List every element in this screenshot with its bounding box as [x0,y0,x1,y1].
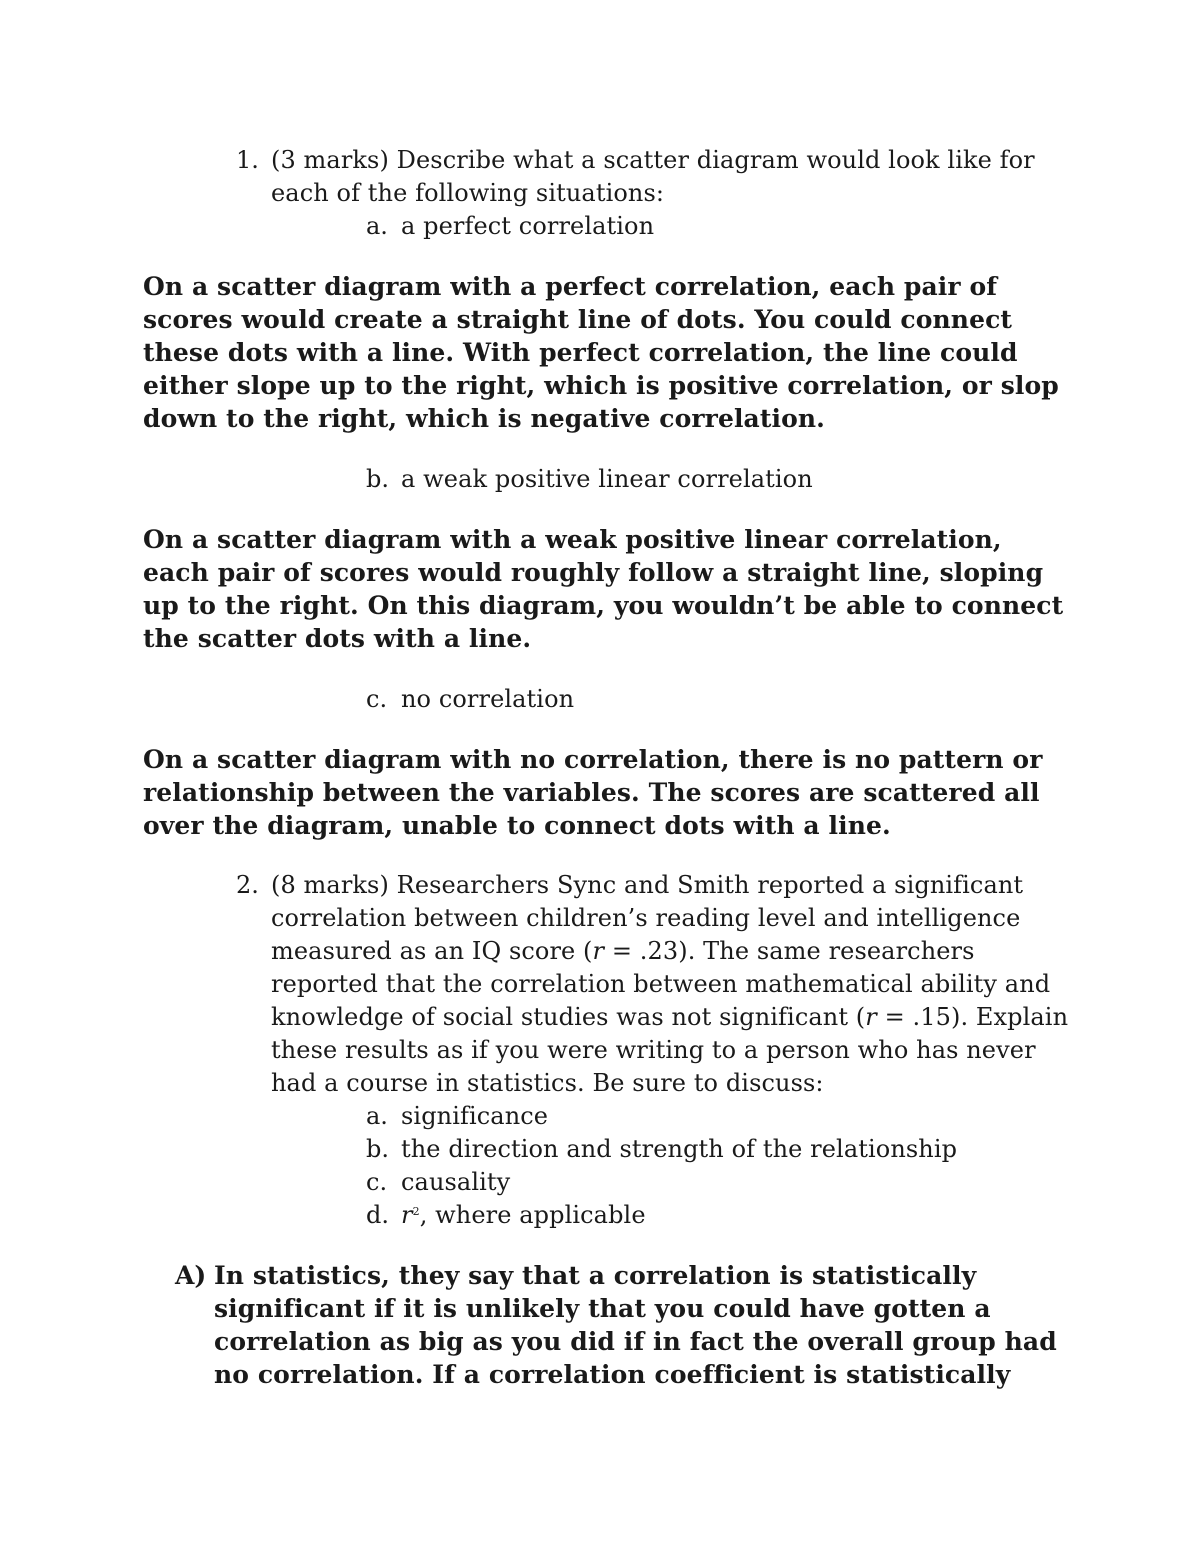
question-2-text-line-6: these results as if you were writing to a person who has never [271,1036,1036,1064]
question-2-text-line-2: correlation between children’s reading level and intelligence [271,904,1021,932]
question-1-text-line-2: each of the following situations: [271,179,665,207]
answer-b-line-1: On a scatter diagram with a weak positive linear correlation, [143,525,1002,554]
answer-2-marker: A) [175,1261,207,1290]
question-2-text-line-4: reported that the correlation between mathematical ability and [271,970,1051,998]
question-2-item-c-marker: c. [366,1168,388,1196]
question-2-item-b-marker: b. [366,1135,389,1163]
answer-a-line-3: these dots with a line. With perfect correlation, the line could [143,338,1018,367]
question-2-text-line-1: (8 marks) Researchers Sync and Smith reported a significant [271,871,1024,899]
question-2-line-3-after: = .23). The same researchers [604,937,975,965]
question-1-part-a-text: a perfect correlation [401,212,655,240]
answer-c-line-1: On a scatter diagram with no correlation, there is no pattern or [143,745,1043,774]
superscript-2: 2 [412,1205,420,1218]
r-symbol: r [592,937,605,965]
answer-c-line-3: over the diagram, unable to connect dots with a line. [143,811,891,840]
question-2-item-a-marker: a. [366,1102,388,1130]
answer-b-line-2: each pair of scores would roughly follow a straight line, sloping [143,558,1044,587]
answer-2-line-1: In statistics, they say that a correlation is statistically [214,1261,977,1290]
answer-2-line-4: no correlation. If a correlation coefficient is statistically [214,1360,1011,1389]
question-2-line-3-before: measured as an IQ score ( [271,937,593,965]
answer-b-line-3: up to the right. On this diagram, you wouldn’t be able to connect [143,591,1064,620]
question-2-item-d-text [401,1199,646,1232]
question-2-text-line-5 [271,1001,1068,1034]
question-2-item-c-text: causality [401,1168,511,1196]
answer-a-line-4: either slope up to the right, which is positive correlation, or slop [143,371,1059,400]
r-symbol: r [865,1003,877,1031]
question-1-text-line-1: (3 marks) Describe what a scatter diagram would look like for [271,146,1035,174]
question-2-text-line-3 [271,935,975,968]
question-2-text-line-7: had a course in statistics. Be sure to discuss: [271,1069,824,1097]
answer-a-line-1: On a scatter diagram with a perfect correlation, each pair of [143,272,998,301]
answer-c-line-2: relationship between the variables. The scores are scattered all [143,778,1040,807]
question-2-line-5-before: knowledge of social studies was not significant ( [271,1003,866,1031]
question-2-item-d-marker: d. [366,1201,389,1229]
question-1-part-c-marker: c. [366,685,388,713]
question-2-item-a-text: significance [401,1102,549,1130]
question-1-part-a-marker: a. [366,212,388,240]
r-symbol: r [401,1201,413,1229]
question-2-line-5-after: = .15). Explain [876,1003,1069,1031]
question-1-part-b-text: a weak positive linear correlation [401,465,813,493]
answer-b-line-4: the scatter dots with a line. [143,624,532,653]
question-2-number: 2. [236,871,259,899]
question-1-part-b-marker: b. [366,465,389,493]
answer-2-line-3: correlation as big as you did if in fact the overall group had [214,1327,1057,1356]
answer-2-line-2: significant if it is unlikely that you could have gotten a [214,1294,991,1323]
question-1-part-c-text: no correlation [401,685,575,713]
question-1-number: 1. [236,146,259,174]
question-2-item-b-text: the direction and strength of the relationship [401,1135,958,1163]
question-2-item-d-rest: , where applicable [419,1201,646,1229]
answer-a-line-2: scores would create a straight line of dots. You could connect [143,305,1013,334]
answer-a-line-5: down to the right, which is negative correlation. [143,404,825,433]
